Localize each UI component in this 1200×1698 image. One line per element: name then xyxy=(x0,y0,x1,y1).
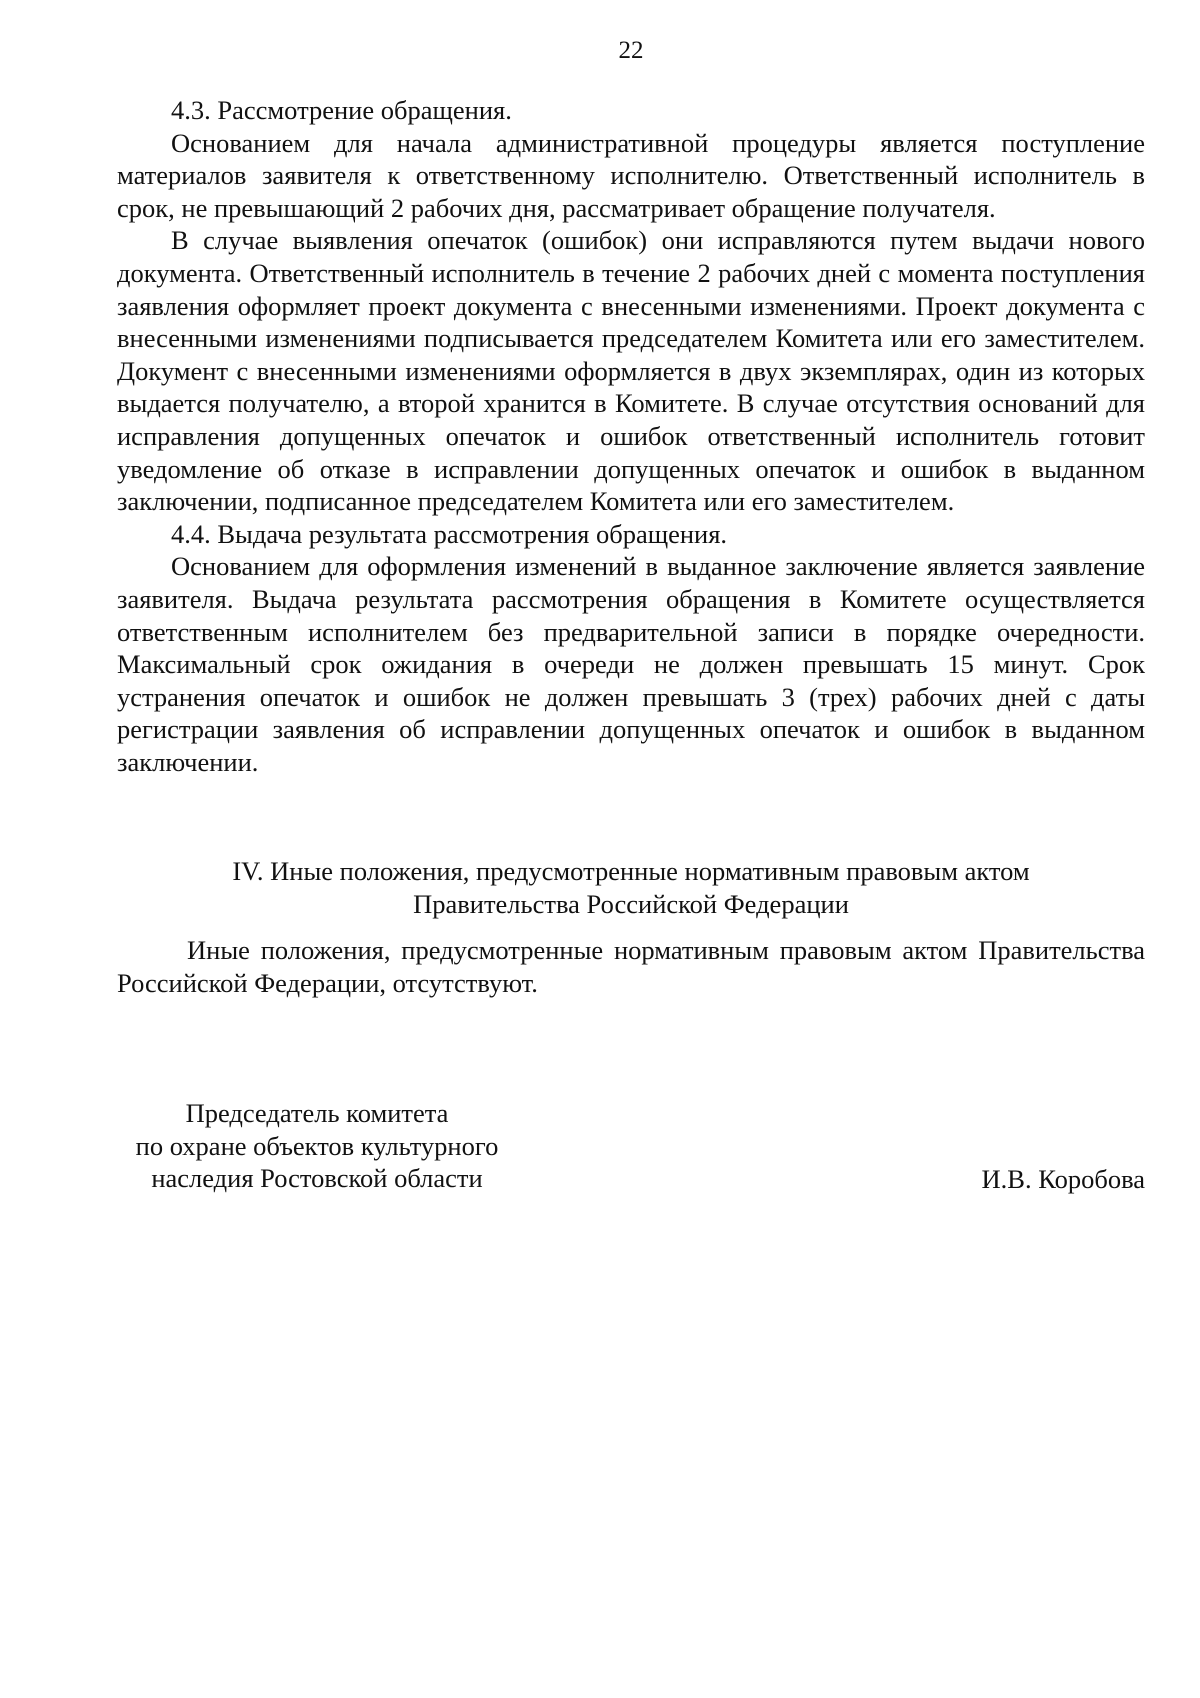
section-4-3-paragraph-2: В случае выявления опечаток (ошибок) они исправляются путем выдачи нового документа. Ответственный исполнитель в течение 2 рабочих дней с момента поступления заявления оформляет проект документа с внесенными изменениями. Проект документа с внесенными изменениями подписывается председателем Комитета или его заместителем. Документ с внесенными изменениями оформляется в двух экземплярах, один из которых выдается получателю, а второй хранится в Комитете. В случае отсутствия оснований для исправления допущенных опечаток и ошибок ответственный исполнитель готовит уведомление об отказе в исправлении допущенных опечаток и ошибок в выданном заключении, подписанное председателем Комитета или его заместителем. xyxy=(117,225,1145,517)
section-4-4-paragraph-1: Основанием для оформления изменений в выданное заключение является заявление заявителя. Выдача результата рассмотрения обращения в Комитете осуществляется ответственным исполнителем без предварительной записи в порядке очередности. Максимальный срок ожидания в очереди не должен превышать 15 минут. Срок устранения опечаток и ошибок не должен превышать 3 (трех) рабочих дней с даты регистрации заявления об исправлении допущенных опечаток и ошибок в выданном заключении. xyxy=(117,551,1145,777)
signature-title xyxy=(117,1097,517,1195)
section-iv-heading-line-1: IV. Иные положения, предусмотренные нормативным правовым актом xyxy=(232,856,1030,886)
section-iv-paragraph: Иные положения, предусмотренные нормативным правовым актом Правительства Российской Федерации, отсутствуют. xyxy=(117,935,1145,998)
section-4-4-heading: 4.4. Выдача результата рассмотрения обращения. xyxy=(171,518,728,549)
signature-title-line-1: Председатель комитета xyxy=(185,1098,449,1128)
section-4-3-paragraph-1: Основанием для начала административной процедуры является поступление материалов заявителя к ответственному исполнителю. Ответственный исполнитель в срок, не превышающий 2 рабочих дня, рассматривает обращение получателя. xyxy=(117,127,1145,223)
section-iv-body xyxy=(117,934,1145,999)
document-body xyxy=(117,94,1145,778)
section-iv-heading-line-2: Правительства Российской Федерации xyxy=(413,889,849,919)
page-number: 22 xyxy=(618,37,644,64)
signature-title-line-3: наследия Ростовской области xyxy=(151,1163,483,1194)
section-iv-heading xyxy=(117,855,1145,921)
section-4-3-heading: 4.3. Рассмотрение обращения. xyxy=(171,95,512,125)
signature-name: И.В. Коробова xyxy=(981,1164,1145,1194)
signature-title-line-2: по охране объектов культурного xyxy=(135,1130,499,1161)
